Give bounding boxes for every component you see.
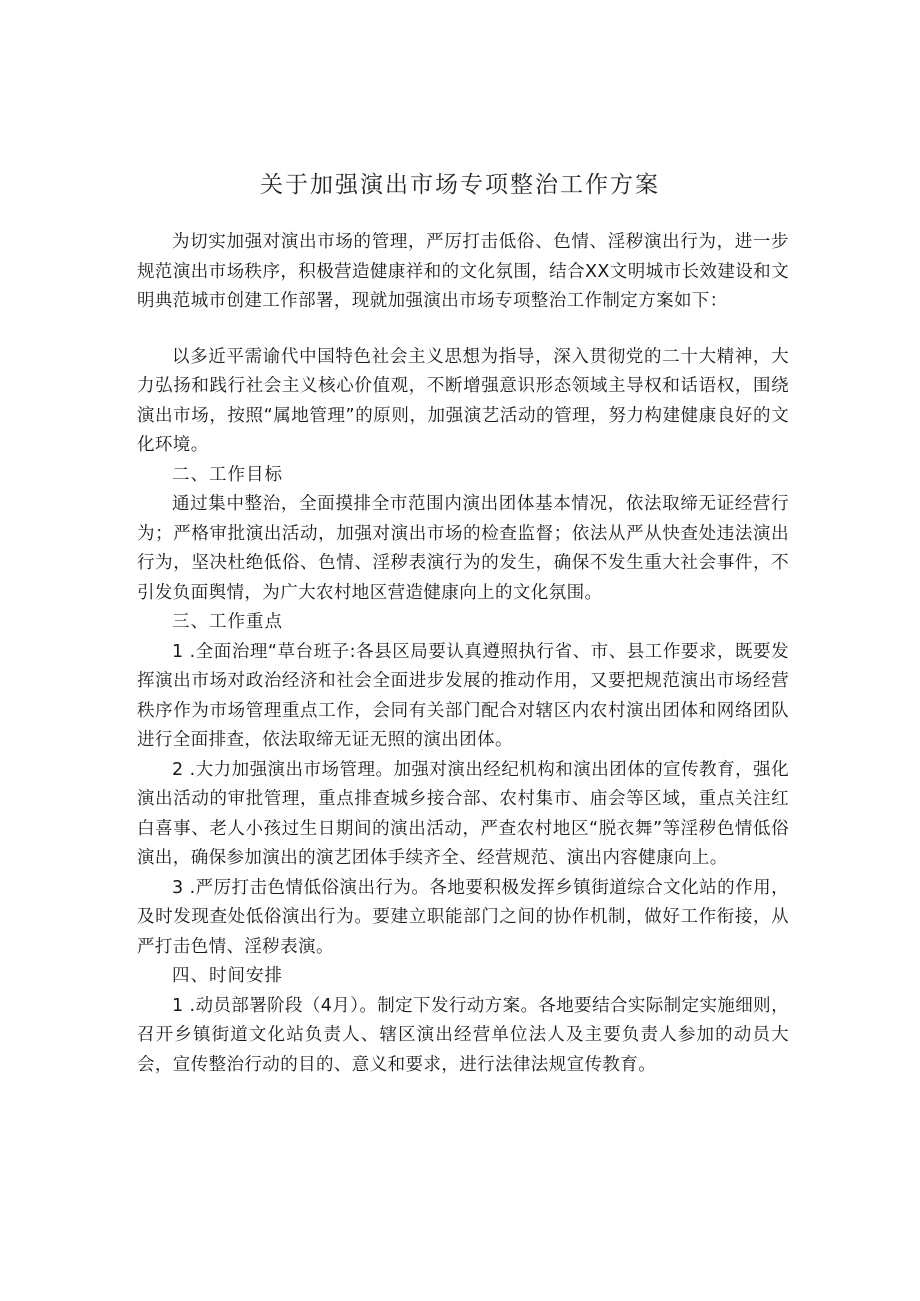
section4-heading: 四、时间安排 [172, 966, 283, 986]
section3-item-3: 3 .严厉打击色情低俗演出行为。各地要积极发挥乡镇街道综合文化站的作用，及时发现查处低俗演出行为。要建立职能部门之间的协作机制，做好工作衔接，从严打击色情、淫秽表演。 [137, 877, 789, 957]
document-title: 关于加强演出市场专项整治工作方案 [260, 172, 660, 198]
section1-paragraph: 以多近平需谕代中国特色社会主义思想为指导，深入贯彻党的二十大精神，大力弘扬和践行社会主义核心价值观，不断增强意识形态领域主导权和话语权，围绕演出市场，按照“属地管理”的原则，加强演艺活动的管理，努力构建健康良好的文化环境。 [137, 346, 789, 455]
section3-item-2: 2 .大力加强演出市场管理。加强对演出经纪机构和演出团体的宣传教育，强化演出活动的审批管理，重点排查城乡接合部、农村集市、庙会等区域，重点关注红白喜事、老人小孩过生日期间的演出活动，严查农村地区“脱衣舞”等淫秽色情低俗演出，确保参加演出的演艺团体手续齐全、经营规范、演出内容健康向上。 [137, 759, 789, 868]
intro-paragraph: 为切实加强对演出市场的管理，严厉打击低俗、色情、淫秽演出行为，进一步规范演出市场秩序，积极营造健康祥和的文化氛围，结合XX文明城市长效建设和文明典范城市创建工作部署，现就加强演出市场专项整治工作制定方案如下： [137, 232, 789, 311]
section3-heading: 三、工作重点 [172, 612, 283, 632]
document-body [137, 228, 789, 1080]
section2-paragraph: 通过集中整治，全面摸排全市范围内演出团体基本情况，依法取缔无证经营行为；严格审批演出活动，加强对演出市场的检查监督；依法从严从快查处违法演出行为，坚决杜绝低俗、色情、淫秽表演行为的发生，确保不发生重大社会事件，不引发负面舆情，为广大农村地区营造健康向上的文化氛围。 [137, 494, 789, 603]
section3-item-1: 1 .全面治理“草台班子:各县区局要认真遵照执行省、市、县工作要求，既要发挥演出市场对政治经济和社会全面进步发展的推动作用，又要把规范演出市场经营秩序作为市场管理重点工作，会同有关部门配合对辖区内农村演出团体和网络团队进行全面排查，依法取缔无证无照的演出团体。 [137, 641, 789, 750]
section2-heading: 二、工作目标 [172, 464, 283, 485]
section4-item-1: 1 .动员部署阶段（4月）。制定下发行动方案。各地要结合实际制定实施细则，召开乡镇街道文化站负责人、辖区演出经营单位法人及主要负责人参加的动员大会，宣传整治行动的目的、意义和要求，进行法律法规宣传教育。 [137, 995, 789, 1075]
